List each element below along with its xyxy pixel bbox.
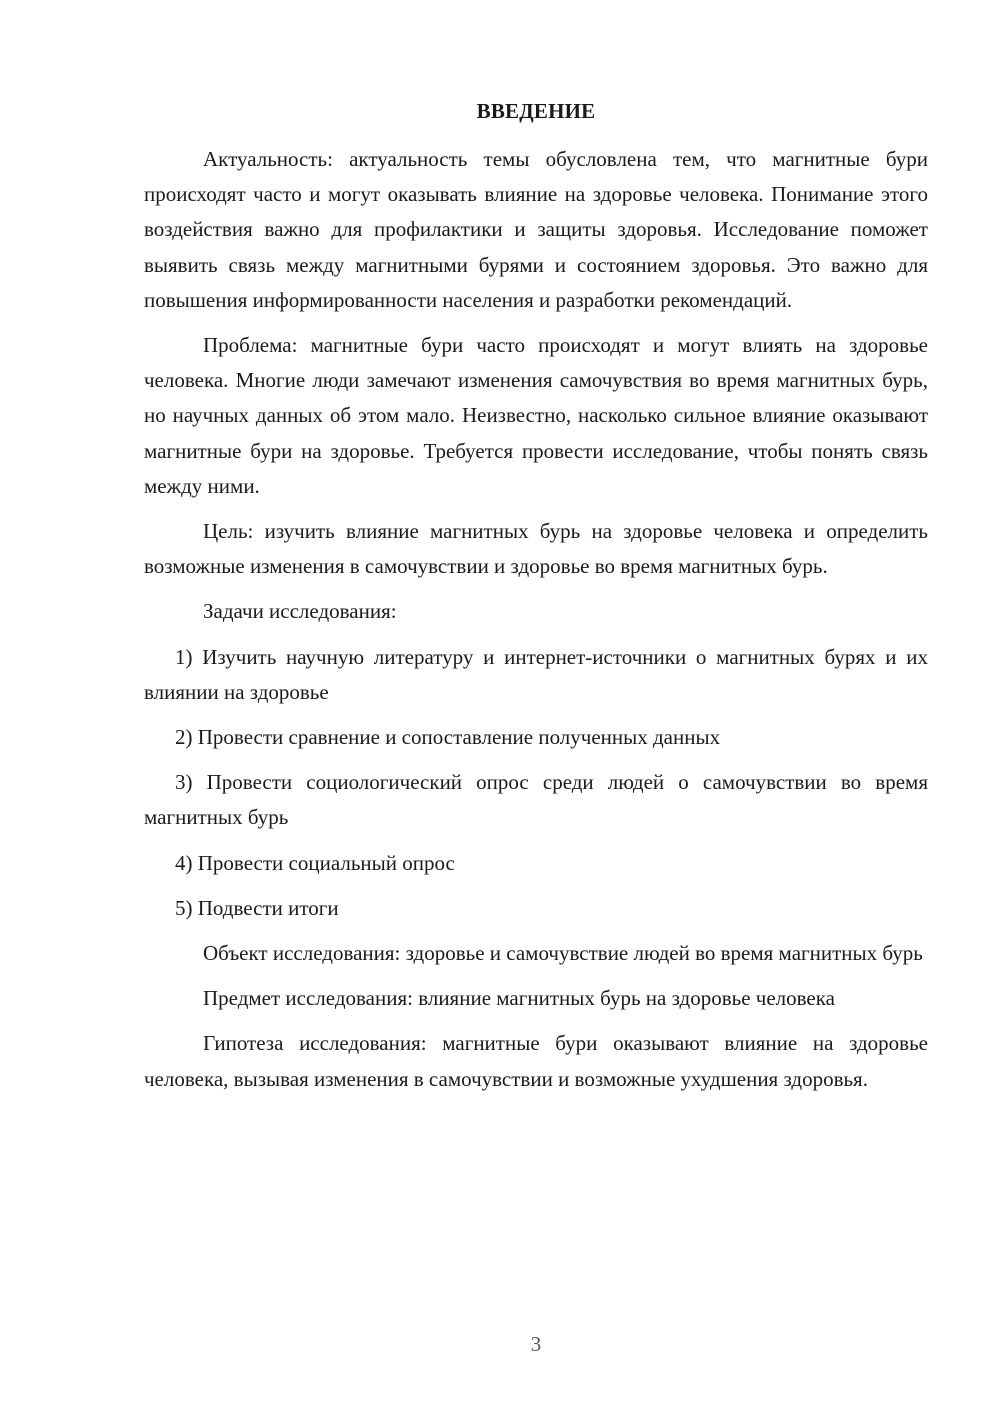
task-item-1: 1) Изучить научную литературу и интернет-источники о магнитных бурях и их влиянии на здоровье bbox=[144, 644, 928, 704]
section-title: ВВЕДЕНИЕ bbox=[476, 99, 596, 123]
page-number: 3 bbox=[530, 1332, 542, 1356]
paragraph-problem: Проблема: магнитные бури часто происходят и могут влиять на здоровье человека. Многие люди замечают изменения самочувствия во время магнитных бурь, но научных данных об этом мало. Неизвестно, насколько сильное влияние оказывают магнитные бури на здоровье. Требуется провести исследование, чтобы понять связь между ними. bbox=[144, 333, 928, 498]
paragraph-object: Объект исследования: здоровье и самочувствие людей во время магнитных бурь bbox=[203, 941, 923, 966]
task-item-3: 3) Провести социологический опрос среди людей о самочувствии во время магнитных бурь bbox=[144, 770, 928, 830]
task-item-5: 5) Подвести итоги bbox=[175, 895, 339, 920]
task-item-4: 4) Провести социальный опрос bbox=[175, 850, 455, 875]
document-page bbox=[144, 94, 928, 1107]
paragraph-relevance: Актуальность: актуальность темы обусловлена тем, что магнитные бури происходят часто и могут оказывать влияние на здоровье человека. Понимание этого воздействия важно для профилактики и защиты здоровья. Исследование поможет выявить связь между магнитными бурями и состоянием здоровья. Это важно для повышения информированности населения и разработки рекомендаций. bbox=[144, 147, 928, 312]
paragraph-subject: Предмет исследования: влияние магнитных бурь на здоровье человека bbox=[203, 986, 835, 1011]
paragraph-goal: Цель: изучить влияние магнитных бурь на здоровье человека и определить возможные изменения в самочувствии и здоровье во время магнитных бурь. bbox=[144, 519, 928, 579]
task-item-2: 2) Провести сравнение и сопоставление полученных данных bbox=[175, 725, 721, 750]
paragraph-tasks-heading: Задачи исследования: bbox=[203, 599, 397, 624]
paragraph-hypothesis: Гипотеза исследования: магнитные бури оказывают влияние на здоровье человека, вызывая изменения в самочувствии и возможные ухудшения здоровья. bbox=[144, 1031, 928, 1091]
